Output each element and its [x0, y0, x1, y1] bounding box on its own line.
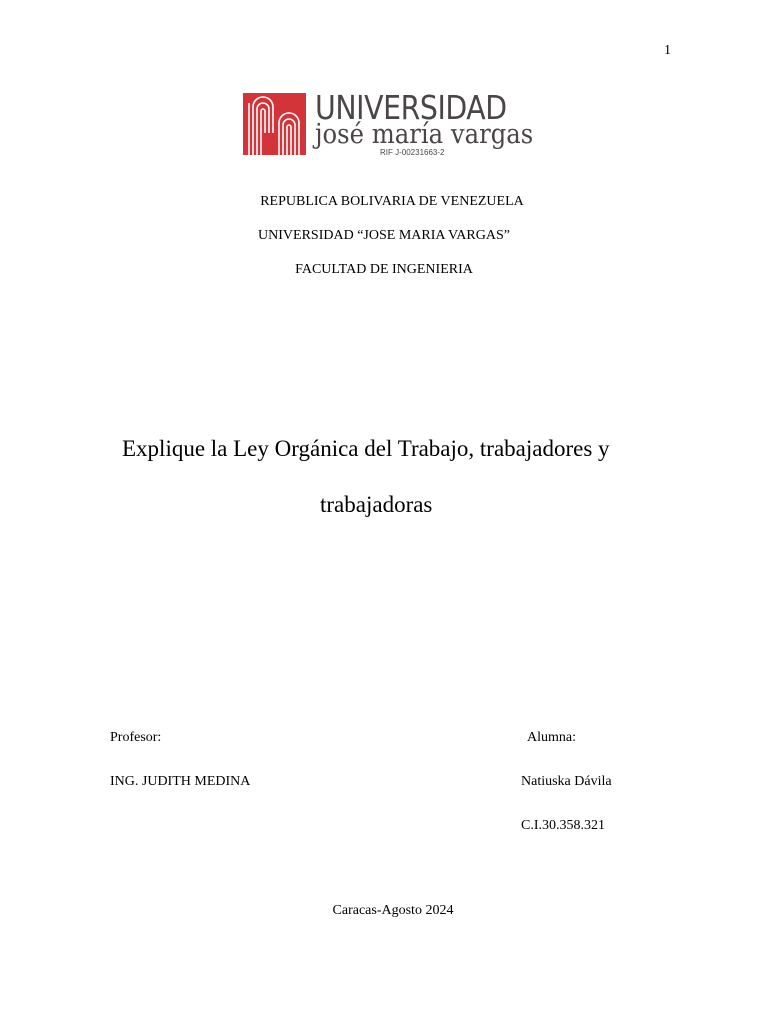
- header-faculty: FACULTAD DE INGENIERIA: [295, 262, 473, 277]
- document-title-line1: Explique la Ley Orgánica del Trabajo, trabajadores y: [122, 436, 610, 461]
- header-university: UNIVERSIDAD “JOSE MARIA VARGAS”: [258, 228, 510, 243]
- page-number: 1: [664, 43, 671, 58]
- logo-wordmark: UNIVERSIDAD: [315, 88, 507, 127]
- professor-label: Profesor:: [110, 730, 162, 745]
- student-id: C.I.30.358.321: [521, 818, 605, 833]
- logo-rif: RIF J-00231663-2: [380, 148, 445, 157]
- university-logo: [243, 88, 543, 160]
- professor-name: ING. JUDITH MEDINA: [110, 774, 251, 789]
- logo-subtitle: josé maría vargas: [315, 119, 534, 150]
- document-title-line2: trabajadoras: [320, 492, 433, 517]
- student-name: Natiuska Dávila: [521, 774, 612, 789]
- university-emblem-icon: [243, 93, 306, 155]
- place-date: Caracas-Agosto 2024: [332, 903, 454, 918]
- student-label: Alumna:: [527, 730, 576, 745]
- header-country: REPUBLICA BOLIVARIA DE VENEZUELA: [260, 194, 524, 209]
